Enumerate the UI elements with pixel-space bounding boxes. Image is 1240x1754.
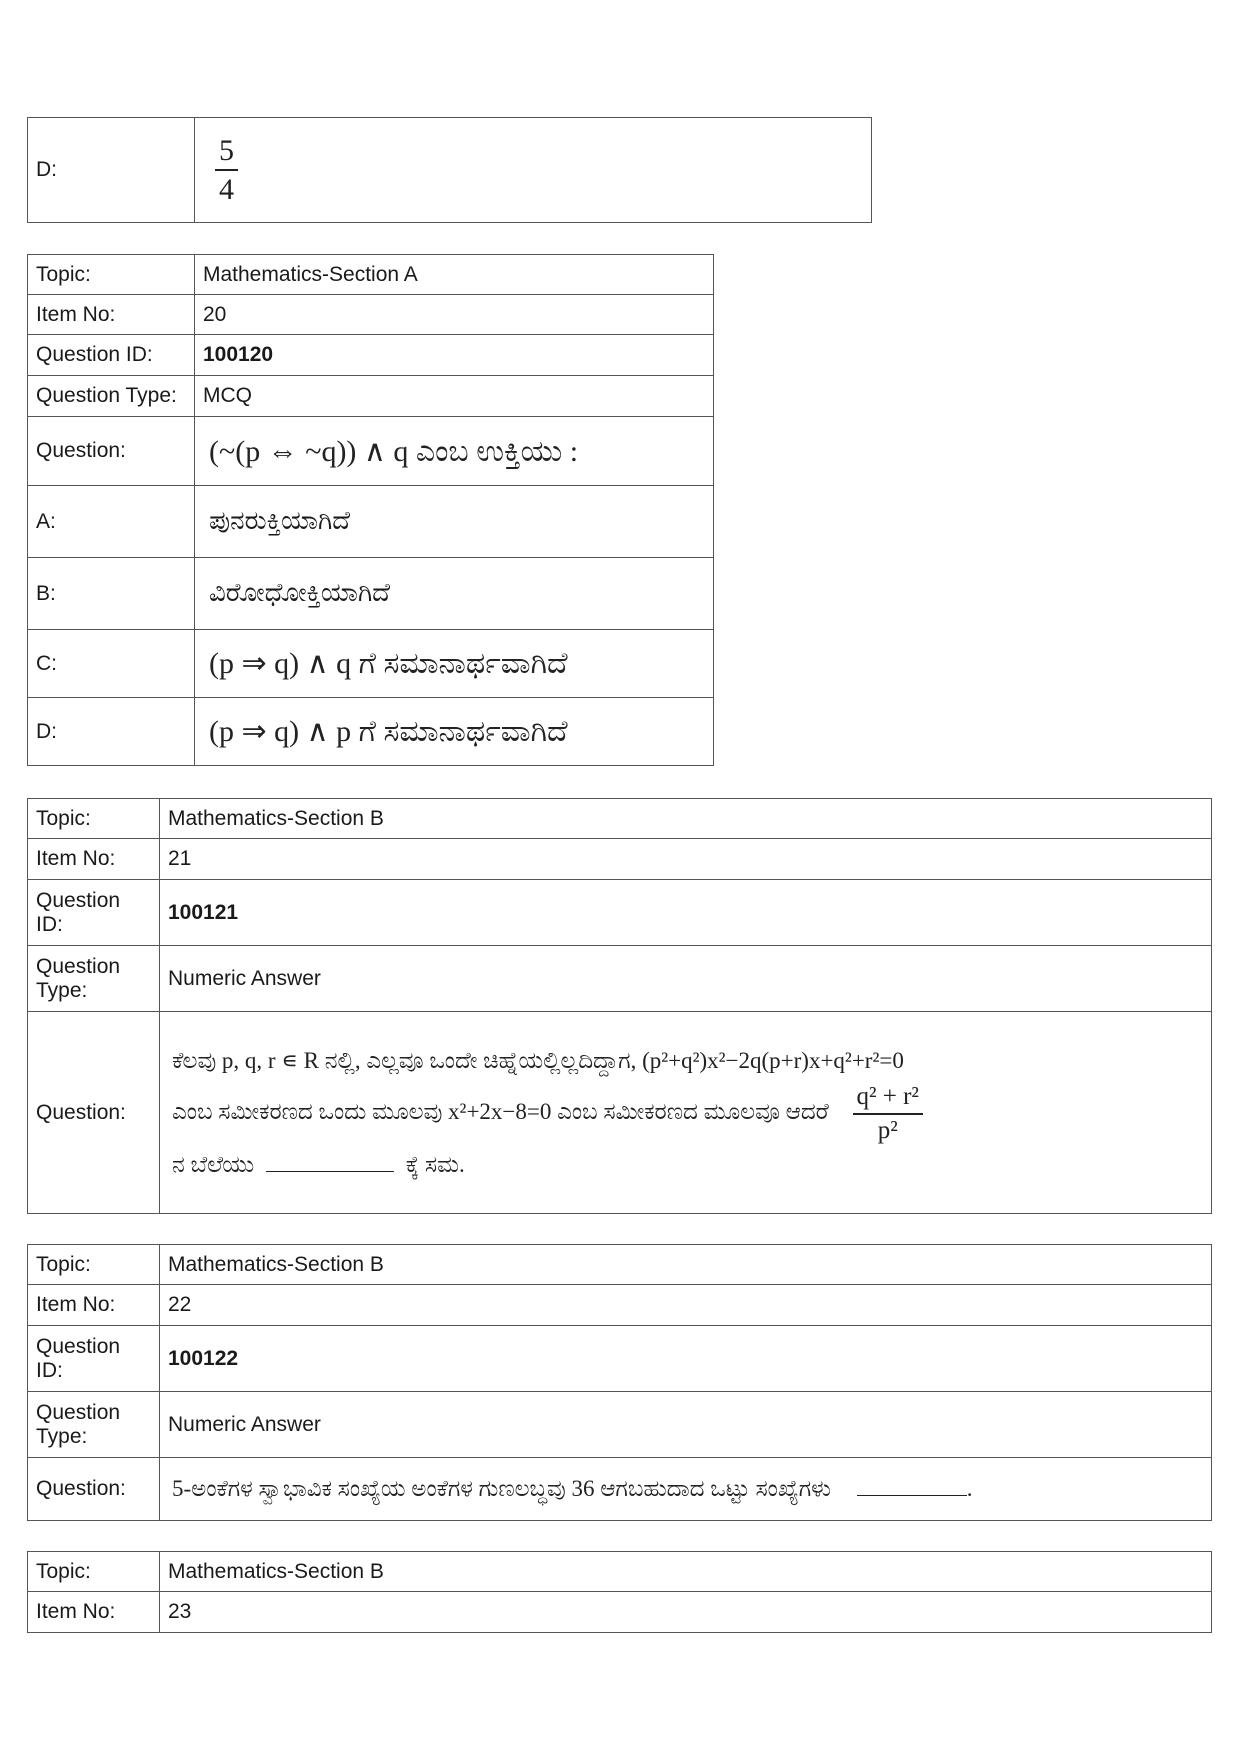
question-text [160, 1012, 1212, 1214]
topic-value: Mathematics-Section B [160, 1552, 1212, 1592]
option-d-label: D: [28, 118, 195, 223]
item-no-value: 21 [160, 839, 1212, 880]
option-d-label: D: [28, 698, 195, 766]
prev-question-table [27, 117, 872, 223]
fraction [853, 1083, 923, 1144]
topic-label: Topic: [28, 1245, 160, 1285]
question-id-value: 100122 [160, 1326, 1212, 1392]
item-no-value: 20 [195, 295, 714, 335]
question-id-value: 100120 [195, 335, 714, 376]
fraction [215, 134, 238, 206]
topic-label: Topic: [28, 1552, 160, 1592]
question-table-20 [27, 254, 714, 766]
question-type-label: Question Type: [28, 376, 195, 417]
question-end: . [966, 1476, 973, 1502]
item-no-label: Item No: [28, 1285, 160, 1326]
question-text-body: 5-ಅಂಕೆಗಳ ಸ್ವಾಭಾವಿಕ ಸಂಖ್ಯೆಯ ಅಂಕೆಗಳ ಗುಣಲಬ್ಧವು 36 ಆಗಬಹುದಾದ ಒಟ್ಟು ಸಂಖ್ಯೆಗಳು [172, 1476, 831, 1502]
option-b-label: B: [28, 558, 195, 630]
option-a-text: ಪುನರುಕ್ತಿಯಾಗಿದೆ [195, 486, 714, 558]
answer-blank [857, 1495, 967, 1496]
question-type-value: MCQ [195, 376, 714, 417]
question-line-2-text: ಎಂಬ ಸಮೀಕರಣದ ಒಂದು ಮೂಲವು x²+2x−8=0 ಎಂಬ ಸಮೀಕರಣದ ಮೂಲವೂ ಆದರೆ [172, 1098, 829, 1124]
question-id-label: Question ID: [28, 1326, 160, 1392]
question-line-2 [172, 1083, 1201, 1144]
question-type-value: Numeric Answer [160, 1392, 1212, 1458]
question-table-21 [27, 798, 1212, 1214]
topic-value: Mathematics-Section A [195, 255, 714, 295]
topic-value: Mathematics-Section B [160, 1245, 1212, 1285]
question-type-value: Numeric Answer [160, 946, 1212, 1012]
question-id-value: 100121 [160, 880, 1212, 946]
topic-label: Topic: [28, 255, 195, 295]
fraction-numerator: 5 [219, 134, 234, 167]
question-type-label: Question Type: [28, 1392, 160, 1458]
question-id-label: Question ID: [28, 880, 160, 946]
question-label: Question: [28, 1012, 160, 1214]
option-d-text: (p ⇒ q) ∧ p ಗೆ ಸಮಾನಾರ್ಥವಾಗಿದೆ [195, 698, 714, 766]
question-type-label: Question Type: [28, 946, 160, 1012]
fraction-denominator: 4 [219, 173, 234, 206]
question-id-label: Question ID: [28, 335, 195, 376]
topic-label: Topic: [28, 799, 160, 839]
answer-blank [266, 1171, 394, 1172]
option-c-text: (p ⇒ q) ∧ q ಗೆ ಸಮಾನಾರ್ಥವಾಗಿದೆ [195, 630, 714, 698]
question-line-3-post: ಕ್ಕೆ ಸಮ. [405, 1152, 465, 1177]
question-line-3-pre: ನ ಬೆಲೆಯು [172, 1152, 255, 1177]
option-c-label: C: [28, 630, 195, 698]
question-table-22 [27, 1244, 1212, 1521]
question-text: (~(p ⇔ ~q)) ∧ q ಎಂಬ ಉಕ್ತಿಯು : [195, 417, 714, 486]
fraction-denominator: p² [877, 1116, 898, 1144]
item-no-value: 22 [160, 1285, 1212, 1326]
question-label: Question: [28, 417, 195, 486]
option-b-text: ವಿರೋಧೋಕ್ತಿಯಾಗಿದೆ [195, 558, 714, 630]
question-line-3 [172, 1152, 1201, 1177]
question-table-23 [27, 1551, 1212, 1633]
fraction-numerator: q² + r² [856, 1083, 919, 1110]
item-no-label: Item No: [28, 1592, 160, 1633]
question-line-1: ಕೆಲವು p, q, r ∊ R ನಲ್ಲಿ, ಎಲ್ಲವೂ ಒಂದೇ ಚಿಹ್ನೆಯಲ್ಲಿಲ್ಲದಿದ್ದಾಗ, (p²+q²)x²−2q(p+r)x+q²+r²=0 [172, 1047, 904, 1073]
item-no-label: Item No: [28, 839, 160, 880]
option-d-value [195, 118, 872, 223]
topic-value: Mathematics-Section B [160, 799, 1212, 839]
item-no-label: Item No: [28, 295, 195, 335]
question-text [160, 1458, 1212, 1521]
item-no-value: 23 [160, 1592, 1212, 1633]
question-label: Question: [28, 1458, 160, 1521]
option-a-label: A: [28, 486, 195, 558]
